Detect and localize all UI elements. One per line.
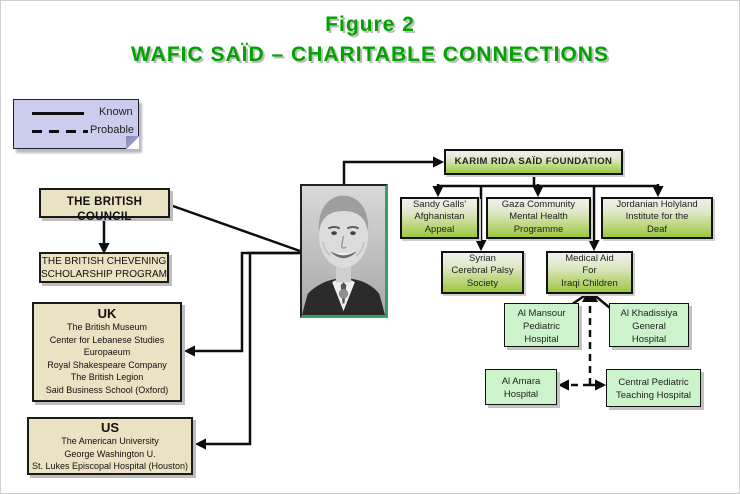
- node-line: Sandy Galls': [412, 199, 467, 210]
- node-header: UK: [97, 306, 117, 321]
- node-line: For: [582, 265, 597, 277]
- node-central-pediatric-teaching-hospital: [606, 369, 701, 407]
- node-sandy-galls-afghanistan-appeal: [400, 197, 479, 239]
- node-line: Appeal: [424, 223, 455, 235]
- node-line: Al Mansour: [517, 308, 566, 319]
- node-line: Iraqi Children: [561, 277, 618, 289]
- node-line: Medical Aid: [565, 253, 614, 264]
- node-line: The British Museum: [66, 322, 148, 332]
- node-line: Jordanian Holyland: [616, 199, 698, 210]
- node-line: George Washington U.: [64, 448, 156, 459]
- node-line: Said Business School (Oxford): [45, 384, 169, 395]
- node-line: Hospital: [524, 334, 559, 345]
- node-al-khadissiya-general-hospital: [609, 303, 689, 347]
- figure-title: WAFIC SAÏD – CHARITABLE CONNECTIONS: [131, 43, 609, 66]
- portrait-illustration: [302, 186, 385, 315]
- figure-number: Figure 2: [325, 13, 415, 36]
- legend-known-label: Known: [99, 106, 133, 118]
- node-line: Syrian: [469, 253, 496, 264]
- node-gaza-community-mental-health: [486, 197, 591, 239]
- node-line: St. Lukes Episcopal Hospital (Houston): [31, 461, 189, 471]
- node-line: Mental Health: [509, 211, 568, 223]
- node-line: The British Legion: [70, 372, 144, 382]
- node-line: Center for Lebanese Studies: [49, 334, 165, 345]
- node-line: Programme: [513, 223, 564, 235]
- node-chevening-program: [39, 252, 169, 283]
- node-al-amara-hospital: [485, 369, 557, 405]
- node-uk-organisations: [32, 302, 182, 402]
- node-line: Royal Shakespeare Company: [47, 359, 167, 370]
- connector-council-portrait: [170, 205, 300, 251]
- node-line: Hospital: [631, 334, 667, 345]
- node-line: Pediatric: [523, 321, 560, 332]
- legend-probable-label: Probable: [90, 124, 135, 136]
- node-line: Deaf: [646, 223, 668, 235]
- node-british-council: [39, 188, 170, 223]
- node-line: Gaza Community: [501, 199, 576, 210]
- node-line: Teaching Hospital: [616, 390, 691, 401]
- node-line: Al Khadissiya: [620, 308, 678, 319]
- node-line: The American University: [61, 436, 159, 446]
- node-us-organisations: [27, 417, 193, 475]
- node-line: Afghanistan: [414, 211, 465, 223]
- portrait-photo: [300, 184, 388, 318]
- node-medical-aid-iraqi-children: [546, 251, 633, 294]
- node-header: US: [100, 420, 120, 435]
- node-line: Al Amara: [501, 376, 541, 387]
- node-line: Cerebral Palsy: [451, 265, 514, 277]
- node-line: SCHOLARSHIP PROGRAM: [41, 268, 167, 280]
- node-karim-rida-said-foundation: [444, 149, 623, 175]
- node-line: Europaeum: [83, 347, 131, 357]
- node-line: Institute for the: [625, 211, 689, 223]
- node-line: Central Pediatric: [618, 377, 689, 388]
- node-jordanian-holyland-institute: [601, 197, 713, 239]
- node-syrian-cerebral-palsy-society: [441, 251, 524, 294]
- connector-portrait-uk: [194, 253, 300, 351]
- node-label: THE BRITISH COUNCIL: [66, 196, 143, 223]
- node-line: Hospital: [503, 389, 539, 400]
- node-al-mansour-pediatric-hospital: [504, 303, 579, 347]
- node-line: Society: [466, 277, 499, 289]
- connector-portrait-foundation: [344, 162, 434, 184]
- node-label: KARIM RIDA SAÏD FOUNDATION: [454, 156, 613, 167]
- node-line: General: [632, 321, 666, 332]
- node-line: THE BRITISH CHEVENING: [41, 256, 167, 267]
- connector-portrait-us: [205, 253, 298, 444]
